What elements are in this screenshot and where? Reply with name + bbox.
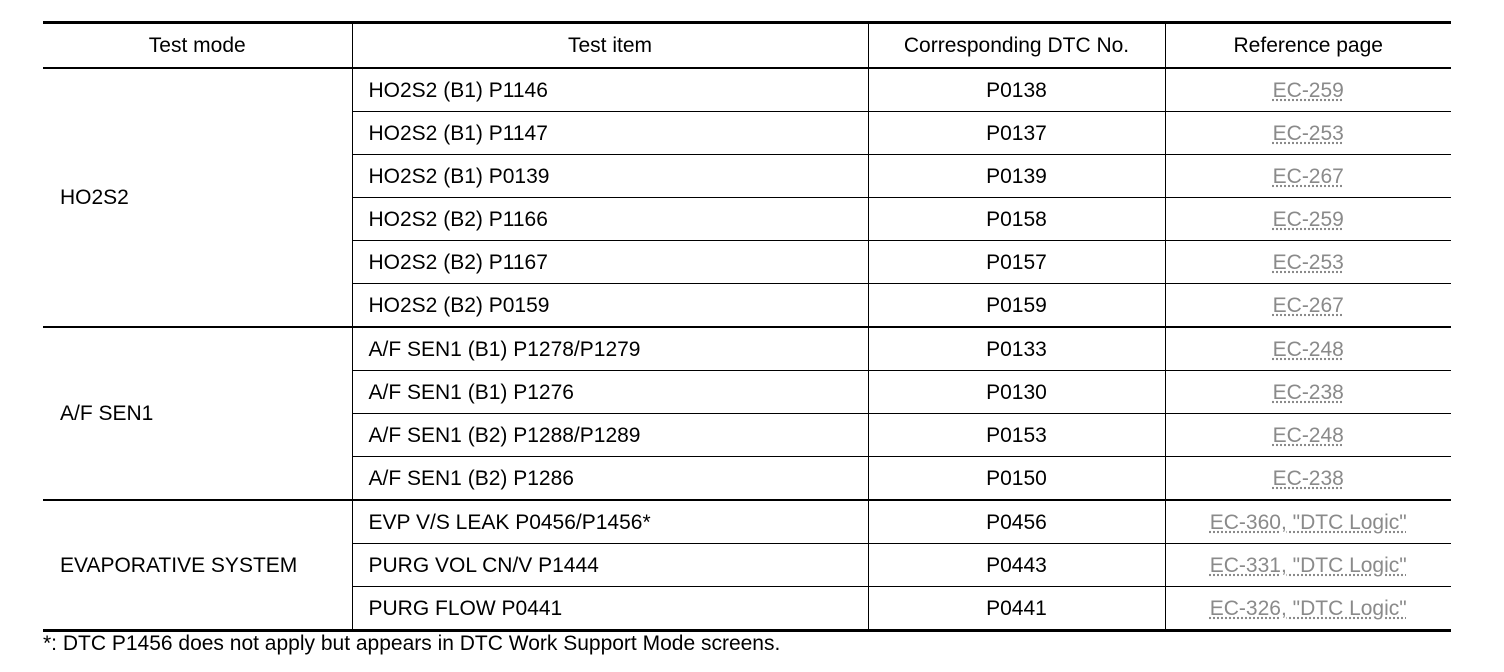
test-item-cell: PURG VOL CN/V P1444 <box>352 544 868 587</box>
reference-cell <box>1165 241 1451 284</box>
test-item-cell: HO2S2 (B2) P1167 <box>352 241 868 284</box>
reference-cell <box>1165 155 1451 198</box>
reference-link[interactable]: EC-238 <box>1272 380 1344 404</box>
header-test-item: Test item <box>352 23 868 69</box>
table-header-row <box>43 23 1451 69</box>
table-row <box>43 68 1451 112</box>
reference-cell <box>1165 112 1451 155</box>
test-item-cell: HO2S2 (B1) P0139 <box>352 155 868 198</box>
reference-link[interactable]: EC-253 <box>1272 250 1344 274</box>
dtc-no-cell: P0153 <box>868 414 1165 457</box>
header-test-mode: Test mode <box>43 23 352 69</box>
test-item-cell: EVP V/S LEAK P0456/P1456* <box>352 500 868 544</box>
test-item-cell: A/F SEN1 (B2) P1286 <box>352 457 868 501</box>
dtc-no-cell: P0441 <box>868 587 1165 631</box>
header-dtc-no: Corresponding DTC No. <box>868 23 1165 69</box>
reference-link[interactable]: EC-248 <box>1272 337 1344 361</box>
reference-cell <box>1165 457 1451 501</box>
reference-link[interactable]: EC-267 <box>1272 164 1344 188</box>
table-row <box>43 500 1451 544</box>
test-mode-cell: HO2S2 <box>43 68 352 327</box>
reference-cell <box>1165 198 1451 241</box>
reference-cell <box>1165 500 1451 544</box>
reference-cell <box>1165 414 1451 457</box>
header-reference-page: Reference page <box>1165 23 1451 69</box>
table-row <box>43 327 1451 371</box>
reference-link[interactable]: EC-248 <box>1272 423 1344 447</box>
dtc-no-cell: P0130 <box>868 371 1165 414</box>
reference-link[interactable]: EC-326, "DTC Logic" <box>1209 596 1407 620</box>
reference-cell <box>1165 68 1451 112</box>
reference-link[interactable]: EC-253 <box>1272 121 1344 145</box>
test-item-cell: HO2S2 (B1) P1147 <box>352 112 868 155</box>
reference-cell <box>1165 284 1451 328</box>
reference-cell <box>1165 544 1451 587</box>
reference-link[interactable]: EC-267 <box>1272 293 1344 317</box>
dtc-work-support-table <box>43 21 1451 632</box>
dtc-no-cell: P0159 <box>868 284 1165 328</box>
reference-link[interactable]: EC-360, "DTC Logic" <box>1209 510 1407 534</box>
dtc-no-cell: P0157 <box>868 241 1165 284</box>
test-mode-cell: EVAPORATIVE SYSTEM <box>43 500 352 631</box>
dtc-no-cell: P0158 <box>868 198 1165 241</box>
reference-link[interactable]: EC-238 <box>1272 466 1344 490</box>
dtc-no-cell: P0138 <box>868 68 1165 112</box>
dtc-no-cell: P0150 <box>868 457 1165 501</box>
reference-cell <box>1165 587 1451 631</box>
test-item-cell: HO2S2 (B1) P1146 <box>352 68 868 112</box>
dtc-no-cell: P0443 <box>868 544 1165 587</box>
dtc-no-cell: P0137 <box>868 112 1165 155</box>
reference-link[interactable]: EC-331, "DTC Logic" <box>1209 553 1407 577</box>
reference-link[interactable]: EC-259 <box>1272 207 1344 231</box>
reference-cell <box>1165 371 1451 414</box>
dtc-no-cell: P0133 <box>868 327 1165 371</box>
reference-link[interactable]: EC-259 <box>1272 78 1344 102</box>
test-item-cell: HO2S2 (B2) P0159 <box>352 284 868 328</box>
dtc-no-cell: P0139 <box>868 155 1165 198</box>
test-item-cell: A/F SEN1 (B2) P1288/P1289 <box>352 414 868 457</box>
test-item-cell: PURG FLOW P0441 <box>352 587 868 631</box>
dtc-no-cell: P0456 <box>868 500 1165 544</box>
reference-cell <box>1165 327 1451 371</box>
test-item-cell: HO2S2 (B2) P1166 <box>352 198 868 241</box>
test-item-cell: A/F SEN1 (B1) P1278/P1279 <box>352 327 868 371</box>
test-item-cell: A/F SEN1 (B1) P1276 <box>352 371 868 414</box>
dtc-table-container <box>43 21 1451 632</box>
test-mode-cell: A/F SEN1 <box>43 327 352 500</box>
table-footnote: *: DTC P1456 does not apply but appears in DTC Work Support Mode screens. <box>43 632 781 655</box>
